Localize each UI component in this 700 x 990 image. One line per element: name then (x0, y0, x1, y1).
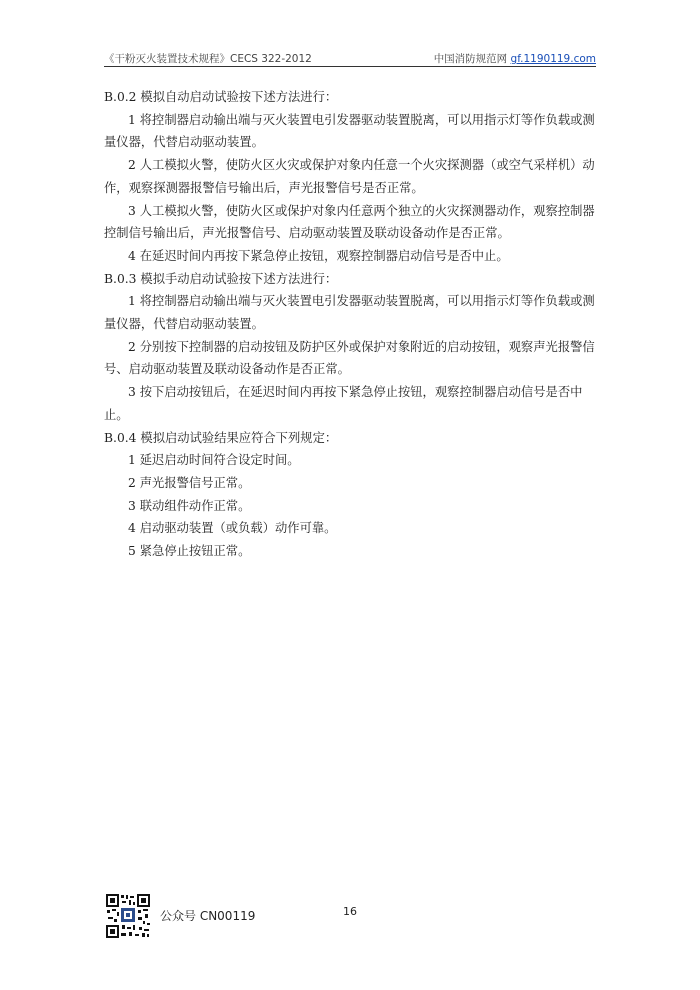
list-item: 3 人工模拟火警，使防火区或保护对象内任意两个独立的火灾探测器动作，观察控制器控制信号输出后，声光报警信号、启动驱动装置及联动设备动作是否正常。 (104, 203, 595, 241)
list-item: 2 声光报警信号正常。 (128, 475, 251, 490)
list-item: 3 联动组件动作正常。 (128, 498, 251, 513)
page-number: 16 (343, 905, 357, 918)
section-heading-b04: B.0.4 模拟启动试验结果应符合下列规定： (104, 430, 338, 445)
document-body (104, 86, 596, 563)
list-item: 1 将控制器启动输出端与灭火装置电引发器驱动装置脱离，可以用指示灯等作负载或测量仪器，代替启动驱动装置。 (104, 112, 595, 150)
list-item: 4 启动驱动装置（或负载）动作可靠。 (128, 521, 337, 536)
list-item: 5 紧急停止按钮正常。 (128, 544, 251, 559)
section-heading-b02: B.0.2 模拟自动启动试验按下述方法进行： (104, 90, 338, 104)
qr-code-icon[interactable] (105, 893, 151, 939)
list-item: 3 按下启动按钮后，在延迟时间内再按下紧急停止按钮，观察控制器启动信号是否中止。 (104, 385, 583, 422)
list-item: 1 延迟启动时间符合设定时间。 (128, 453, 300, 468)
wechat-account: 公众号 CN00119 (160, 909, 256, 923)
site-info (434, 51, 596, 66)
list-item: 2 分别按下控制器的启动按钮及防护区外或保护对象附近的启动按钮，观察声光报警信号、启动驱动装置及联动设备动作是否正常。 (104, 339, 595, 377)
site-name: 中国消防规范网 (433, 53, 508, 65)
list-item: 1 将控制器启动输出端与灭火装置电引发器驱动装置脱离，可以用指示灯等作负载或测量仪器，代替启动驱动装置。 (104, 294, 595, 332)
section-heading-b03: B.0.3 模拟手动启动试验按下述方法进行： (104, 271, 338, 286)
site-url-link[interactable]: gf.1190119.com (510, 53, 596, 65)
page-header (104, 50, 596, 67)
list-item: 2 人工模拟火警，使防火区火灾或保护对象内任意一个火灾探测器（或空气采样机）动作，观察探测器报警信号输出后，声光报警信号是否正常。 (104, 158, 595, 195)
document-title: 《干粉灭火装置技术规程》CECS 322-2012 (104, 53, 312, 65)
list-item: 4 在延迟时间内再按下紧急停止按钮，观察控制器启动信号是否中止。 (128, 248, 509, 263)
